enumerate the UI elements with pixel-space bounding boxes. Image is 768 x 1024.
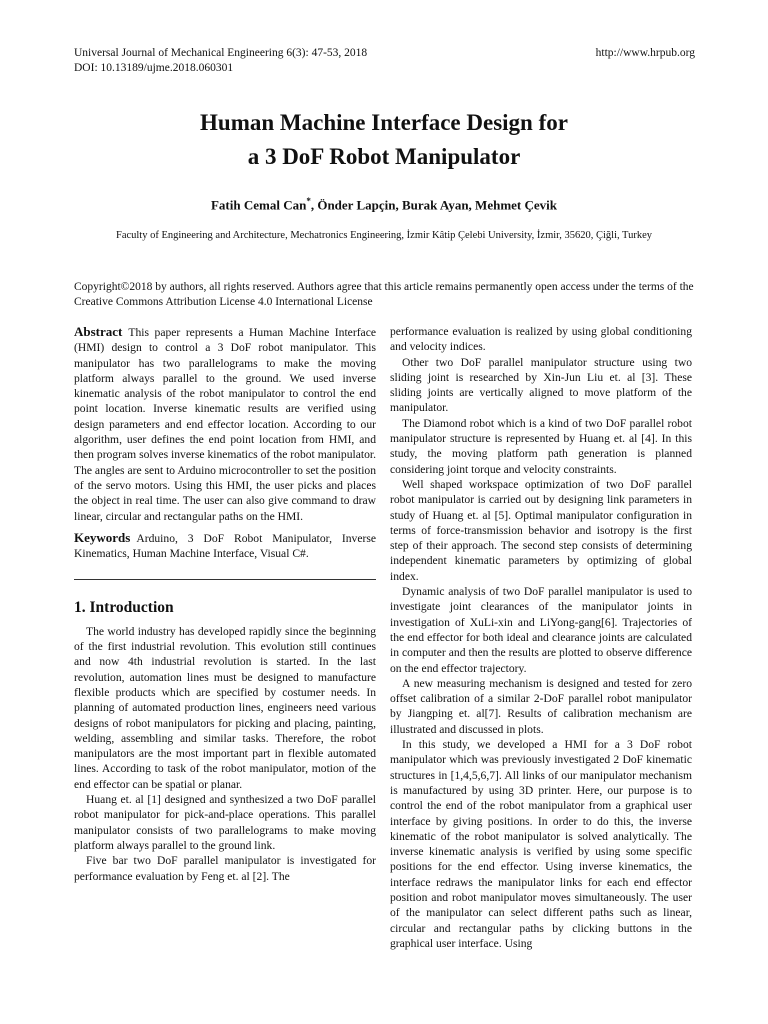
section-heading-introduction: 1. Introduction [74,599,174,617]
abstract-label: Abstract [74,324,123,339]
body-paragraph: In this study, we developed a HMI for a 3 DoF robot manipulator which was previously investigated 2 DoF kinematic structures in [1,4,5,6,7]. All links of our manipulator mechanism is manufactured by using 3D printer. Here, our purpose is to control the end of the robot manipulator from a graphical user interface by giving positions. In order to do this, the inverse kinematic of the robot manipulator is solved analytically. The inverse kinematic analysis is verified by using some specific positions for the end effector. Using inverse kinematics, the interface redraws the manipulator links for each end effector position and robot manipulator moves simultaneously. The user of the manipulator can select different paths such as linear, circular and rectangular paths by clicking buttons in the graphical user interface. Using [390,738,692,950]
affiliation: Faculty of Engineering and Architecture, Mechatronics Engineering, İzmir Kâtip Çelebi University, İzmir, 35620, Çiğli, Turkey [115,230,653,241]
paper-title [0,106,768,174]
journal-url[interactable]: http://www.hrpub.org [595,47,695,59]
abstract-text: This paper represents a Human Machine Interface (HMI) design to control a 3 DoF robot manipulator. This manipulator has two parallelograms to make the moving platform always parallel to the ground. We used inverse kinematic analysis of the robot manipulator to control the end point location. Inverse kinematic results are verified using design parameters and end effector location. According to our algorithm, user defines the end point location from HMI, and then program solves inverse kinematics of the robot manipulator. The angles are sent to Arduino microcontroller to set the position of the servo motors. Using this HMI, the user picks and places the object in real time. The user can also give command to draw linear, circular and rectangular paths on the HMI. [74,326,377,523]
intro-paragraph: The world industry has developed rapidly since the beginning of the first industrial revolution. This evolution still continues and now 4th industrial revolution is started. In the last revolution, automation lines must be designed to manufacture flexible products which are specified by costumer needs. In planning of automated production lines, engineers need various designs of robot manipulators for picking and placing, painting, welding, assembling and similar tasks. Therefore, the robot manipulators are the most important part in flexible automated lines. According to task of the robot manipulator, motion of the end effector can be spatial or planar. [74,624,376,791]
doi: DOI: 10.13189/ujme.2018.060301 [74,62,234,74]
left-column [74,324,376,884]
keywords-label: Keywords [74,529,131,545]
body-paragraph: Other two DoF parallel manipulator structure using two sliding joint is researched by Xin-Jun Liu et. al [3]. These sliding joints are vertically aligned to move platform of the manipulator. [390,355,692,415]
author-rest: , Önder Lapçin, Burak Ayan, Mehmet Çevik [310,197,558,213]
title-line-1: Human Machine Interface Design for [200,110,568,135]
title-line-2: a 3 DoF Robot Manipulator [247,144,521,169]
body-paragraph: performance evaluation is realized by using global conditioning and velocity indices. [390,325,692,354]
body-paragraph: A new measuring mechanism is designed and tested for zero offset calibration of a similar 2-DoF parallel robot manipulator by Jiangping et. al[7]. Results of calibration mechanism are illustrated and discussed in plots. [390,676,692,736]
author-list [0,196,768,213]
keywords [74,530,376,562]
keywords-text: Arduino, 3 DoF Robot Manipulator, Inverse Kinematics, Human Machine Interface, Visual C#. [74,531,376,561]
right-column [390,324,692,951]
author-first: Fatih Cemal Can [210,197,307,213]
abstract [74,324,376,524]
journal-citation: Universal Journal of Mechanical Engineering 6(3): 47-53, 2018 [74,47,368,59]
intro-paragraph: Five bar two DoF parallel manipulator is investigated for performance evaluation by Feng et. al [2]. The [74,854,376,883]
body-paragraph: The Diamond robot which is a kind of two DoF parallel robot manipulator structure is represented by Huang et. al [4]. In this study, the moving platform path generation is planned considering joint torque and velocity constraints. [390,416,692,476]
corresponding-mark: * [306,196,311,206]
body-paragraph: Well shaped workspace optimization of two DoF parallel robot manipulator is carried out by designing link parameters in study of Huang et. al [5]. Optimal manipulator configuration in terms of force-transmission behavior and isotropy is the first step of their approach. The second step consists of determining independent kinematic parameters by optimizing of global index. [390,477,692,583]
intro-paragraph: Huang et. al [1] designed and synthesized a two DoF parallel robot manipulator for pick-and-place operations. This parallel manipulator consists of two parallelograms to make moving platform always parallel to the ground link. [74,793,376,852]
copyright-notice: Copyright©2018 by authors, all rights reserved. Authors agree that this article remains permanently open access under the terms of the Creative Commons Attribution License 4.0 International License [74,281,694,308]
section-divider [74,579,376,580]
body-paragraph: Dynamic analysis of two DoF parallel manipulator is used to investigate joint clearances of the manipulator joints in investigation of XuLi-xin and LiYong-gang[6]. Trajectories of the end effector for both ideal and clearance joints are calculated in computer and then the results are plotted to observe difference on the end effector trajectory. [390,585,692,675]
